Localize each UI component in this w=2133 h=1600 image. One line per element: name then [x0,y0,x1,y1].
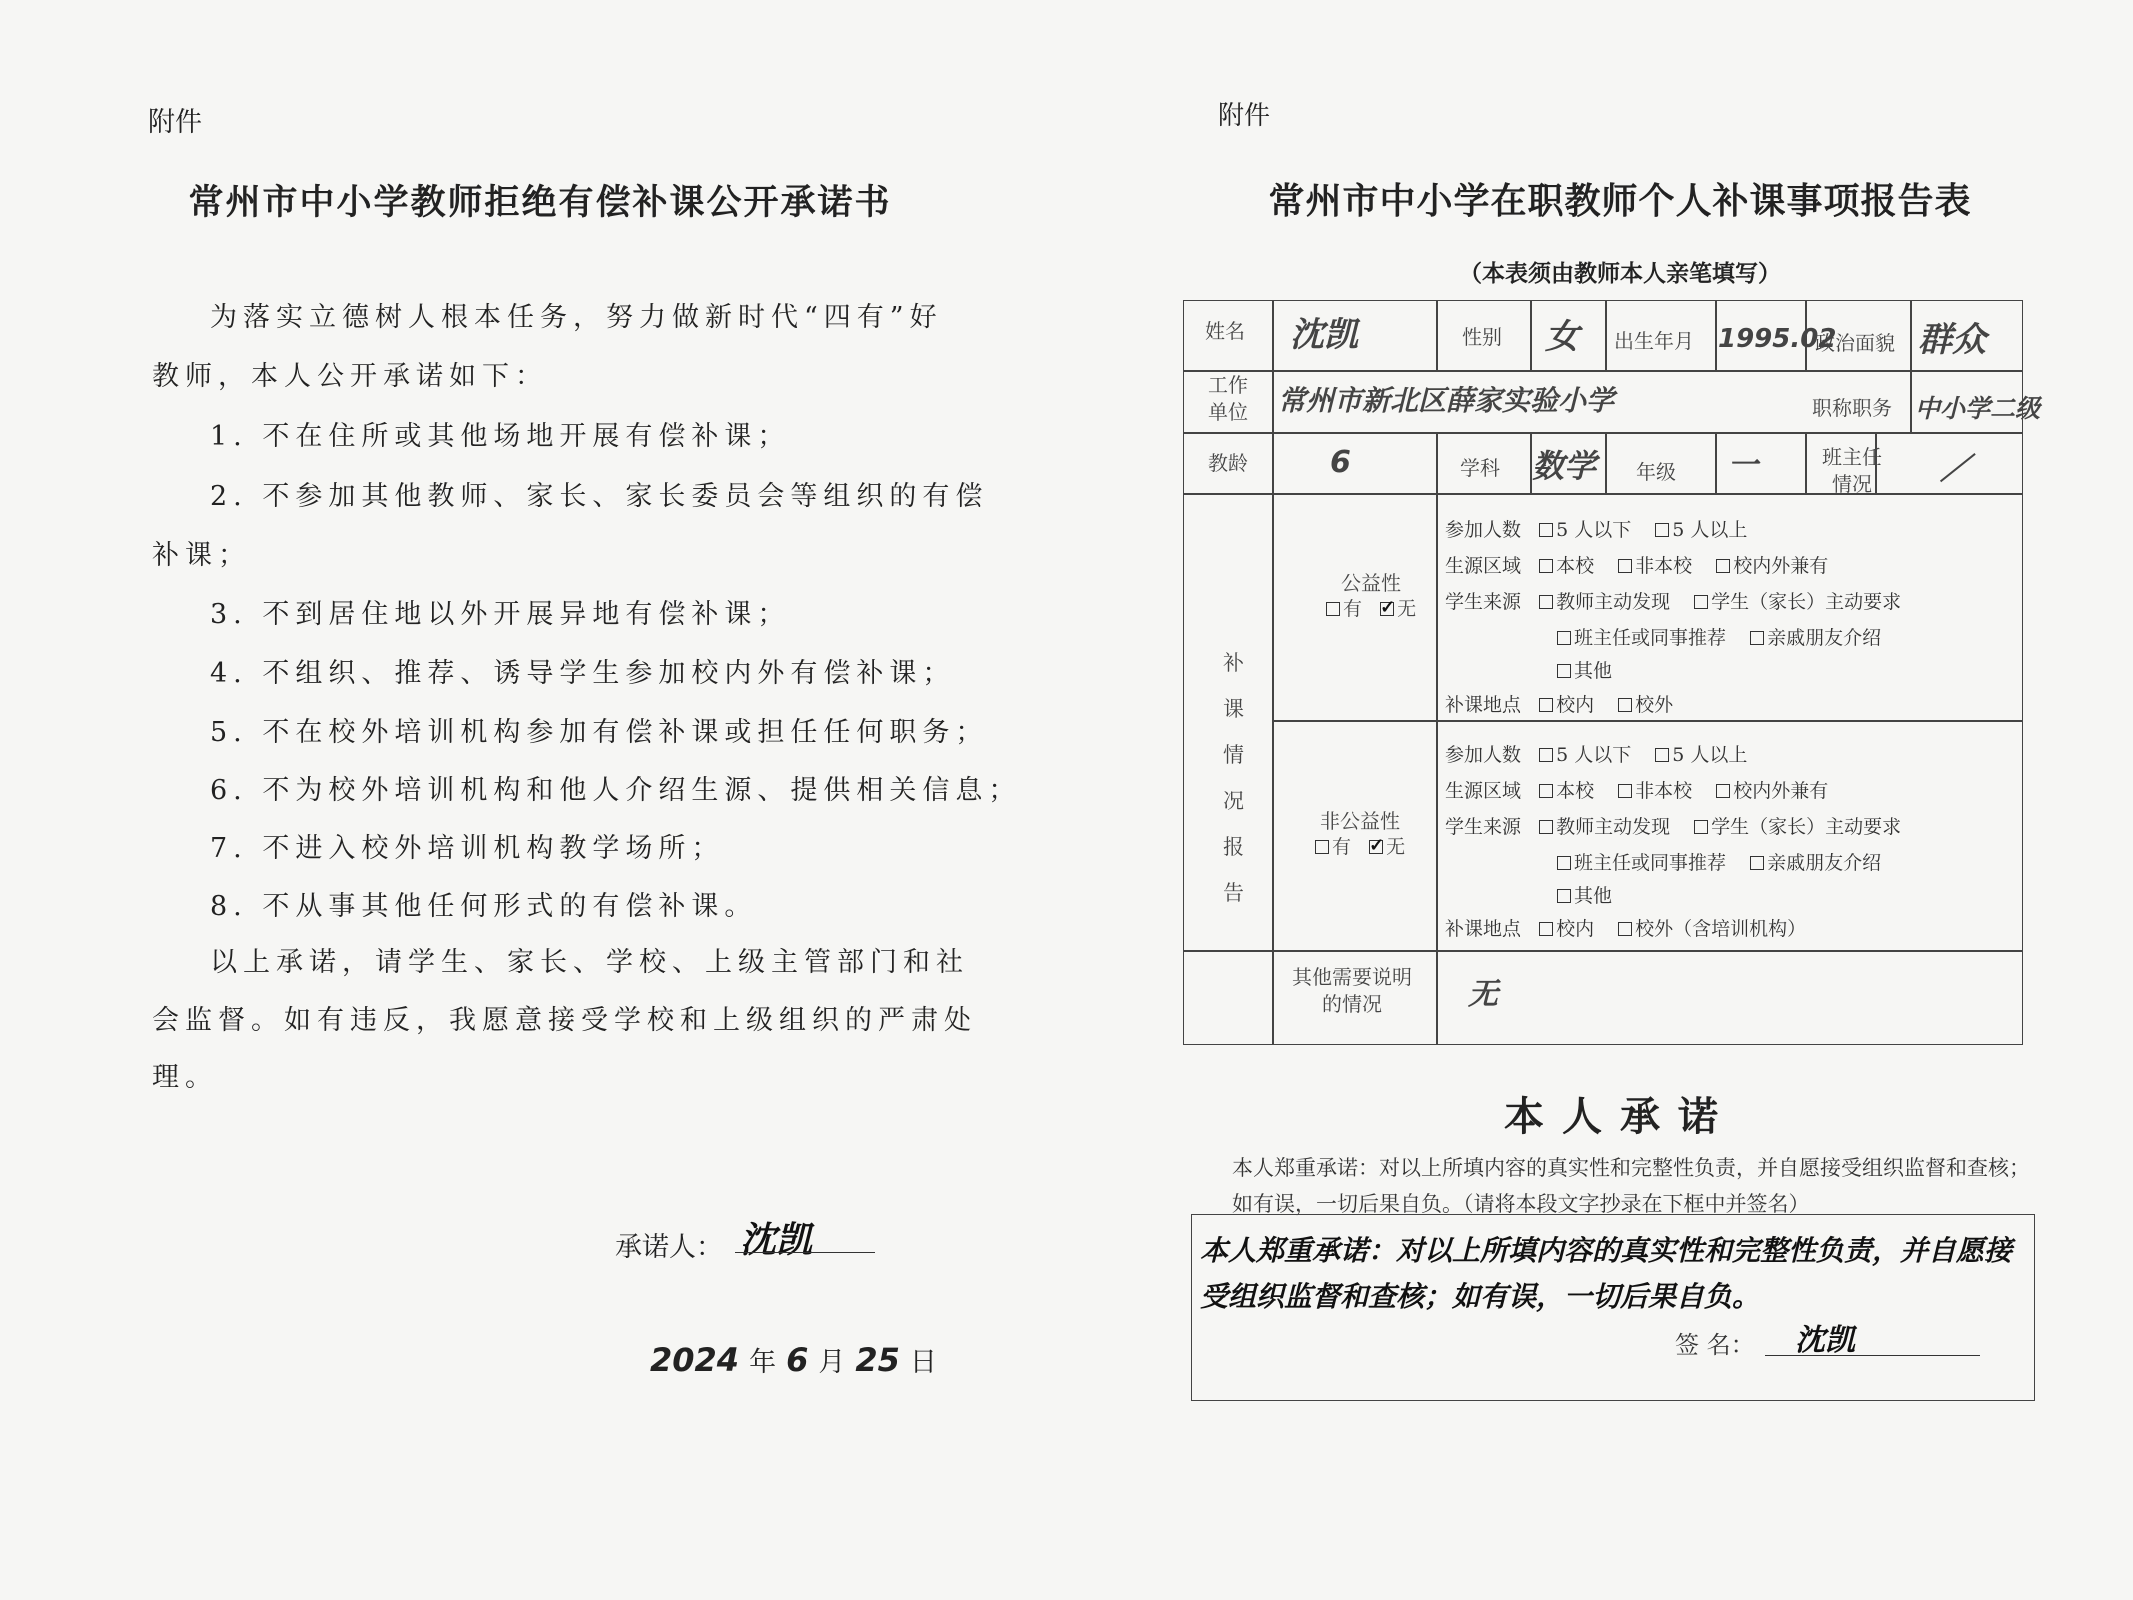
pledge-line: 5. 不在校外培训机构参加有偿补课或担任任何职务； [210,717,989,748]
pledge-line: 7. 不进入校外培训机构教学场所； [210,833,725,864]
public-source-row [1445,587,1919,614]
unit-label-line2: 单位 [1208,400,1248,424]
nonpublic-none-checkbox[interactable] [1369,840,1383,854]
public-place-row [1445,690,1691,717]
option-checkbox[interactable] [1557,631,1571,645]
pledge-date [640,1340,937,1379]
public-type-block [1326,570,1416,623]
nonpublic-has-label: 有 [1332,836,1352,858]
table-rule [1183,370,2023,372]
option-label: 非本校 [1635,780,1693,802]
pledge-line: 2. 不参加其他教师、家长、家长委员会等组织的有偿 [210,481,989,512]
option-label: 校内外兼有 [1733,780,1829,802]
date-year-unit: 年 [749,1347,777,1378]
option-label: 校外（含培训机构） [1635,918,1807,940]
pledge-line: 理。 [152,1062,218,1093]
option-label: 学生（家长）主动要求 [1711,591,1902,613]
right-page-subtitle: （本表须由教师本人亲笔填写） [1459,260,1781,287]
promise-instruction: 本人郑重承诺：对以上所填内容的真实性和完整性负责，并自愿接受组织监督和查核；如有误，一切后果自负。（请将本段文字抄录在下框中并签名） [1232,1156,2030,1216]
option-checkbox[interactable] [1539,559,1553,573]
subject-label: 学科 [1460,456,1500,480]
years-label: 教龄 [1208,451,1248,475]
date-year: 2024 [650,1341,740,1379]
head-teacher-value: ／ [1940,452,1970,487]
option-label: 本校 [1556,555,1595,577]
option-label: 校外 [1635,694,1674,716]
option-checkbox[interactable] [1539,784,1553,798]
option-checkbox[interactable] [1694,595,1708,609]
public-has-checkbox[interactable] [1326,602,1340,616]
option-label: 其他 [1574,885,1613,907]
title-value: 中小学二级 [1915,394,2041,423]
option-checkbox[interactable] [1716,784,1730,798]
option-checkbox[interactable] [1539,523,1553,537]
public-count-row [1445,515,1765,542]
option-label: 5 人以上 [1672,744,1748,766]
option-checkbox[interactable] [1618,784,1632,798]
signer-name: 沈凯 [740,1220,813,1261]
promise-title: 本人承诺 [1504,1093,1736,1140]
public-has-label: 有 [1343,598,1363,620]
table-rule [1183,493,2023,495]
pledge-line: 会监督。如有违反，我愿意接受学校和上级组织的严肃处 [152,1005,977,1036]
option-label: 校内 [1556,694,1595,716]
option-checkbox[interactable] [1618,559,1632,573]
option-checkbox[interactable] [1557,664,1571,678]
option-label: 亲戚朋友介绍 [1767,852,1882,874]
table-rule [1715,300,1717,370]
unit-value: 常州市新北区薛家实验小学 [1278,384,1615,417]
side-char: 况 [1223,789,1244,813]
date-day-unit: 日 [909,1347,937,1378]
signature-line [735,1252,875,1253]
source-label: 学生来源 [1445,591,1522,613]
region-label: 生源区域 [1445,555,1522,577]
table-rule [1910,300,1912,370]
unit-label [1208,372,1248,426]
nonpublic-count-row [1445,740,1765,767]
pledge-line: 8. 不从事其他任何形式的有偿补课。 [210,891,758,922]
side-label [1223,640,1243,916]
option-label: 班主任或同事推荐 [1574,627,1727,649]
name-value: 沈凯 [1290,315,1358,355]
pledge-line: 补课； [152,540,251,571]
option-label: 教师主动发现 [1556,816,1671,838]
option-label: 亲戚朋友介绍 [1767,627,1882,649]
public-type-label: 公益性 [1341,571,1402,595]
option-checkbox[interactable] [1539,595,1553,609]
pledge-line: 教师，本人公开承诺如下： [152,361,548,392]
table-rule [1272,720,2023,722]
other-value: 无 [1468,977,1498,1012]
table-rule [1272,300,1274,1045]
public-source-row-3 [1557,656,1630,683]
birth-value: 1995.02 [1718,324,1837,354]
public-none-label: 无 [1397,598,1417,620]
date-month: 6 [786,1341,809,1379]
promise-sign-value: 沈凯 [1795,1323,1855,1358]
nonpublic-none-label: 无 [1386,836,1406,858]
option-checkbox[interactable] [1750,856,1764,870]
table-rule [1605,432,1607,493]
nonpublic-type-block [1315,808,1405,861]
side-char: 告 [1223,881,1244,905]
nonpublic-source-row-3 [1557,881,1630,908]
table-rule [1605,300,1607,370]
signer-label: 承诺人： [615,1232,723,1263]
table-rule [1715,432,1717,493]
option-label: 本校 [1556,780,1595,802]
table-rule [1530,300,1532,370]
nonpublic-type-label: 非公益性 [1320,809,1401,833]
public-region-row [1445,551,1846,578]
nonpublic-region-row [1445,776,1846,803]
pledge-line: 为落实立德树人根本任务，努力做新时代“四有”好 [210,302,943,333]
side-char: 情 [1223,743,1244,767]
head-label-line1: 班主任 [1822,445,1882,469]
pledge-line: 以上承诺，请学生、家长、学校、上级主管部门和社 [210,947,969,978]
right-page-title: 常州市中小学在职教师个人补课事项报告表 [1268,180,1972,222]
other-label-line1: 其他需要说明 [1292,965,1412,989]
promise-signature-line [1765,1355,1980,1356]
name-label: 姓名 [1205,319,1245,343]
date-month-unit: 月 [818,1347,846,1378]
other-label-line2: 的情况 [1322,992,1382,1016]
subject-value: 数学 [1532,447,1597,485]
option-checkbox[interactable] [1557,889,1571,903]
option-checkbox[interactable] [1716,559,1730,573]
option-label: 学生（家长）主动要求 [1711,816,1902,838]
public-source-row-2 [1557,623,1899,650]
political-label: 政治面貌 [1815,331,1895,355]
option-label: 5 人以下 [1556,744,1632,766]
table-rule [1436,493,1438,1045]
nonpublic-place-row [1445,914,1824,941]
political-value: 群众 [1918,320,1986,360]
side-char: 报 [1223,835,1244,859]
years-value: 6 [1330,445,1351,480]
option-checkbox[interactable] [1557,856,1571,870]
left-page-title: 常州市中小学教师拒绝有偿补课公开承诺书 [188,182,892,223]
count-label: 参加人数 [1445,519,1522,541]
promise-sign-label: 签 名： [1675,1331,1755,1359]
side-char: 补 [1223,651,1244,675]
promise-handwritten: 本人郑重承诺：对以上所填内容的真实性和完整性负责，并自愿接受组织监督和查核；如有误，一切后果自负。 [1200,1234,2013,1313]
option-label: 5 人以上 [1672,519,1748,541]
table-rule [1183,950,2023,952]
pledge-line: 1. 不在住所或其他场地开展有偿补课； [210,421,791,452]
pledge-line: 6. 不为校外培训机构和他人介绍生源、提供相关信息； [210,775,1022,806]
option-checkbox[interactable] [1655,523,1669,537]
option-checkbox[interactable] [1618,698,1632,712]
grade-value: 一 [1728,448,1758,483]
option-checkbox[interactable] [1539,698,1553,712]
table-rule [1183,432,2023,434]
birth-label: 出生年月 [1614,329,1694,353]
side-char: 课 [1223,697,1244,721]
option-checkbox[interactable] [1655,748,1669,762]
count-label: 参加人数 [1445,744,1522,766]
option-label: 教师主动发现 [1556,591,1671,613]
head-label-line2: 情况 [1832,472,1872,496]
public-none-checkbox[interactable] [1380,602,1394,616]
other-label [1292,964,1412,1018]
nonpublic-source-row [1445,812,1919,839]
gender-value: 女 [1545,317,1579,357]
option-checkbox[interactable] [1750,631,1764,645]
option-checkbox[interactable] [1539,748,1553,762]
option-checkbox[interactable] [1618,922,1632,936]
date-day: 25 [855,1341,900,1379]
option-label: 班主任或同事推荐 [1574,852,1727,874]
option-label: 校内 [1556,918,1595,940]
gender-label: 性别 [1462,325,1502,349]
head-teacher-label [1822,444,1882,498]
region-label: 生源区域 [1445,780,1522,802]
option-checkbox[interactable] [1539,922,1553,936]
pledge-line: 3. 不到居住地以外开展异地有偿补课； [210,599,791,630]
pledge-line: 4. 不组织、推荐、诱导学生参加校内外有偿补课； [210,658,956,689]
option-label: 校内外兼有 [1733,555,1829,577]
table-rule [1910,370,1912,432]
place-label: 补课地点 [1445,918,1522,940]
option-checkbox[interactable] [1694,820,1708,834]
nonpublic-source-row-2 [1557,848,1899,875]
left-attachment-label: 附件 [148,107,202,138]
place-label: 补课地点 [1445,694,1522,716]
option-label: 其他 [1574,660,1613,682]
nonpublic-has-none [1315,835,1405,861]
option-checkbox[interactable] [1539,820,1553,834]
table-rule [1436,432,1438,493]
table-rule [1436,300,1438,370]
nonpublic-has-checkbox[interactable] [1315,840,1329,854]
source-label: 学生来源 [1445,816,1522,838]
right-attachment-label: 附件 [1218,101,1271,131]
grade-label: 年级 [1636,460,1676,484]
public-has-none [1326,597,1416,623]
title-label: 职称职务 [1812,396,1892,420]
option-label: 非本校 [1635,555,1693,577]
option-label: 5 人以下 [1556,519,1632,541]
unit-label-line1: 工作 [1208,373,1248,397]
table-rule [1805,432,1807,493]
